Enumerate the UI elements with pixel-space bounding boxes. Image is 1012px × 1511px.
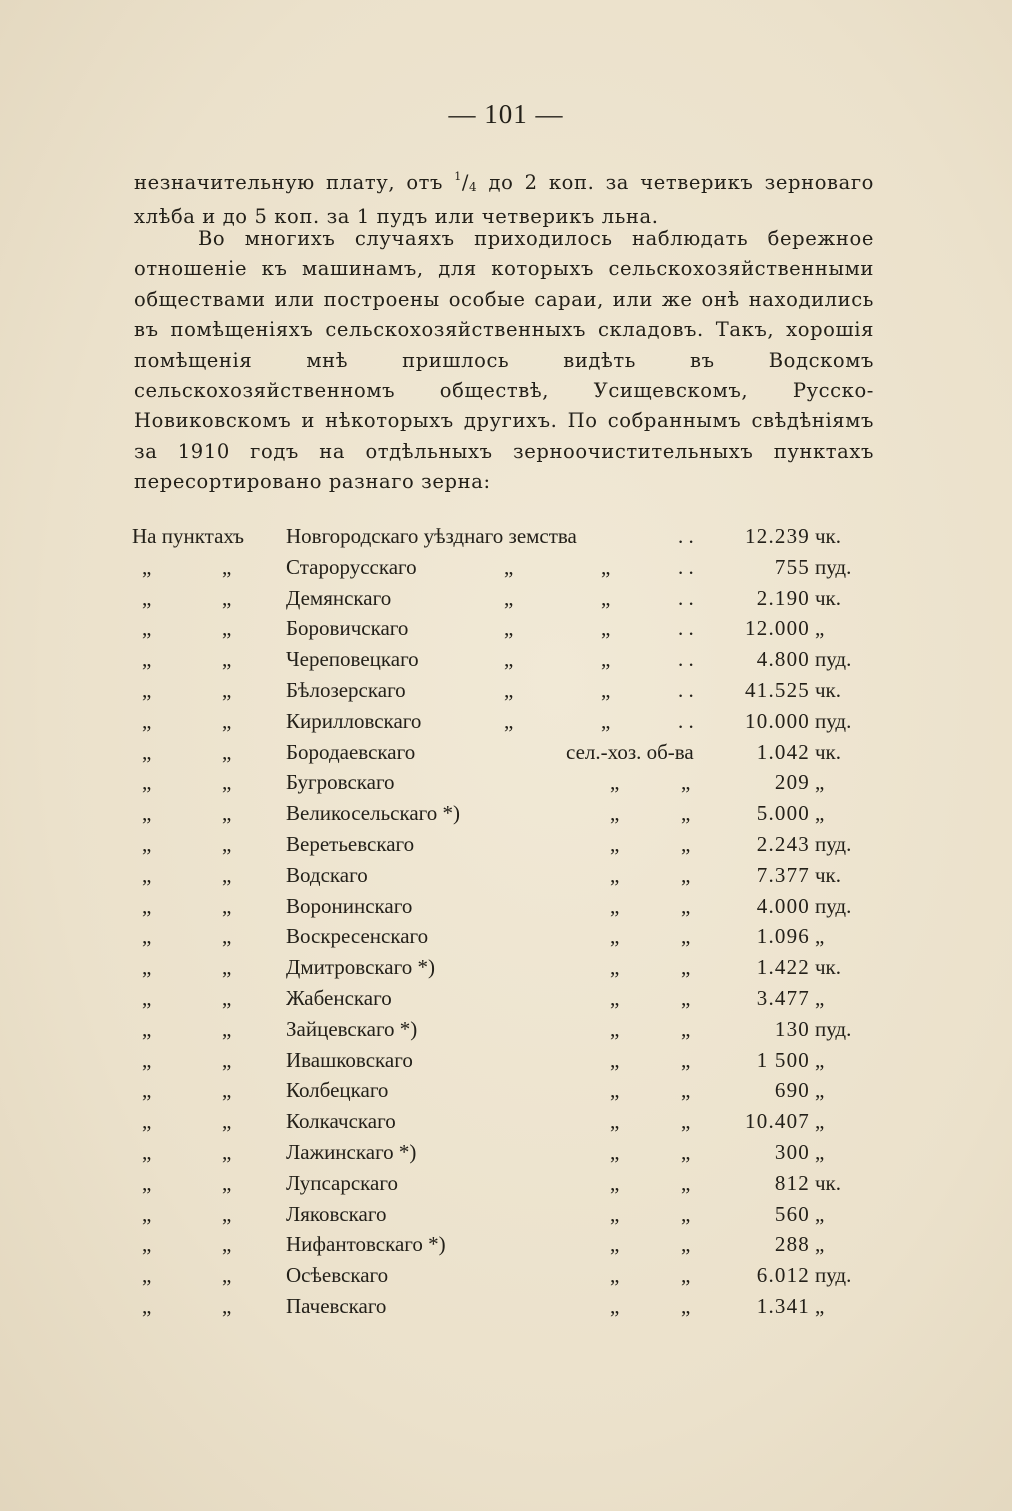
table-row: [0, 678, 1012, 709]
ditto-mark: „: [222, 1201, 232, 1226]
ditto-mark: „: [222, 677, 232, 702]
ditto-mark: „: [601, 554, 611, 579]
row-unit: „: [815, 1047, 825, 1072]
society-label: сел.-хоз. об-ва: [566, 739, 694, 764]
row-unit: „: [815, 1201, 825, 1226]
table-row: [0, 555, 1012, 586]
ditto-mark: „: [610, 1263, 620, 1288]
ditto-mark: „: [610, 831, 620, 856]
row-dots: . .: [678, 585, 694, 610]
row-value: 6.012: [756, 1263, 810, 1288]
row-unit: „: [815, 1078, 825, 1103]
ditto-mark: „: [142, 801, 152, 826]
ditto-mark: „: [222, 585, 232, 610]
ditto-mark: „: [681, 1293, 691, 1318]
row-value: 12.239: [745, 524, 810, 548]
row-value: 2.243: [756, 831, 810, 856]
row-unit: пуд.: [815, 647, 852, 672]
ditto-mark: „: [222, 1078, 232, 1103]
ditto-mark: „: [222, 924, 232, 949]
row-name: Колбецкаго: [286, 1078, 389, 1103]
row-name: Ляковскаго: [286, 1201, 387, 1226]
row-value: 755: [774, 554, 810, 579]
ditto-mark: „: [142, 893, 152, 918]
row-value: 690: [774, 1078, 810, 1103]
ditto-mark: „: [610, 985, 620, 1010]
table-row: [0, 616, 1012, 647]
row-unit: чк.: [815, 677, 842, 702]
row-value: 41.525: [745, 677, 810, 702]
row-value: 1.042: [756, 739, 810, 764]
ditto-mark: „: [504, 677, 514, 702]
ditto-mark: „: [681, 862, 691, 887]
row-value: 4.800: [756, 647, 810, 672]
row-name: Осѣевскаго: [286, 1263, 389, 1288]
ditto-mark: „: [222, 708, 232, 733]
ditto-mark: „: [610, 1016, 620, 1041]
ditto-mark: „: [222, 831, 232, 856]
ditto-mark: „: [142, 1078, 152, 1103]
ditto-mark: „: [504, 554, 514, 579]
ditto-mark: „: [222, 893, 232, 918]
row-name: Воронинскаго: [286, 893, 413, 918]
ditto-mark: „: [601, 677, 611, 702]
ditto-mark: „: [610, 770, 620, 795]
ditto-mark: „: [610, 1201, 620, 1226]
ditto-mark: „: [681, 1170, 691, 1195]
row-name: Водскаго: [286, 862, 368, 887]
row-name: Бугровскаго: [286, 770, 395, 795]
table-row: [0, 1232, 1012, 1263]
row-value: 209: [774, 770, 810, 795]
ditto-mark: „: [222, 739, 232, 764]
ditto-mark: „: [610, 1293, 620, 1318]
row-dots: . .: [678, 524, 694, 548]
ditto-mark: „: [142, 708, 152, 733]
ditto-mark: „: [681, 955, 691, 980]
ditto-mark: „: [222, 770, 232, 795]
table-row: [0, 832, 1012, 863]
ditto-mark: „: [222, 955, 232, 980]
row-unit: пуд.: [815, 1016, 852, 1041]
row-name: Боровичскаго: [286, 616, 409, 641]
row-unit: пуд.: [815, 831, 852, 856]
table-row: [0, 894, 1012, 925]
table-row: [0, 524, 1012, 555]
table-row: [0, 1017, 1012, 1048]
row-name: Колкачскаго: [286, 1109, 396, 1134]
table-row: [0, 1294, 1012, 1325]
ditto-mark: „: [222, 1293, 232, 1318]
ditto-mark: „: [142, 1016, 152, 1041]
ditto-mark: „: [222, 616, 232, 641]
row-value: 288: [774, 1232, 810, 1257]
ditto-mark: „: [681, 985, 691, 1010]
table-row: [0, 1109, 1012, 1140]
ditto-mark: „: [222, 1170, 232, 1195]
fraction-numerator: 1: [454, 170, 462, 183]
row-name: Череповецкаго: [286, 647, 419, 672]
row-value: 10.407: [745, 1109, 810, 1134]
ditto-mark: „: [610, 893, 620, 918]
row-value: 7.377: [756, 862, 810, 887]
row-name: Лупсарскаго: [286, 1170, 398, 1195]
row-value: 12.000: [745, 616, 810, 641]
ditto-mark: „: [610, 801, 620, 826]
row-value: 4.000: [756, 893, 810, 918]
ditto-mark: „: [610, 1047, 620, 1072]
row-value: 3.477: [756, 985, 810, 1010]
ditto-mark: „: [610, 1109, 620, 1134]
row-lead: На пунктахъ: [132, 524, 244, 548]
row-unit: пуд.: [815, 708, 852, 733]
row-unit: „: [815, 985, 825, 1010]
ditto-mark: „: [681, 1263, 691, 1288]
row-name: Воскресенскаго: [286, 924, 429, 949]
row-name: Новгородскаго уѣзднаго земства: [286, 524, 577, 548]
table-row: [0, 955, 1012, 986]
ditto-mark: „: [681, 801, 691, 826]
row-name: Зайцевскаго *): [286, 1016, 418, 1041]
table-row: [0, 863, 1012, 894]
table-row: [0, 1263, 1012, 1294]
ditto-mark: „: [142, 1263, 152, 1288]
row-name: Великосельскаго *): [286, 801, 461, 826]
row-name: Лажинскаго *): [286, 1139, 417, 1164]
ditto-mark: „: [222, 801, 232, 826]
row-name: Демянскаго: [286, 585, 392, 610]
row-name: Веретьевскаго: [286, 831, 415, 856]
ditto-mark: „: [142, 585, 152, 610]
ditto-mark: „: [142, 1170, 152, 1195]
row-name: Старорусскаго: [286, 554, 417, 579]
ditto-mark: „: [142, 924, 152, 949]
row-name: Кирилловскаго: [286, 708, 422, 733]
page-number: — 101 —: [448, 99, 564, 129]
row-value: 2.190: [756, 585, 810, 610]
ditto-mark: „: [504, 708, 514, 733]
row-value: 10.000: [745, 708, 810, 733]
ditto-mark: „: [142, 1232, 152, 1257]
ditto-mark: „: [504, 585, 514, 610]
ditto-mark: „: [222, 554, 232, 579]
ditto-mark: „: [142, 862, 152, 887]
row-unit: пуд.: [815, 893, 852, 918]
ditto-mark: „: [504, 616, 514, 641]
ditto-mark: „: [681, 1047, 691, 1072]
ditto-mark: „: [681, 893, 691, 918]
row-unit: „: [815, 1232, 825, 1257]
row-unit: чк.: [815, 585, 842, 610]
ditto-mark: „: [142, 831, 152, 856]
table-row: [0, 1078, 1012, 1109]
row-value: 1.096: [756, 924, 810, 949]
row-value: 300: [774, 1139, 810, 1164]
table-row: [0, 986, 1012, 1017]
ditto-mark: „: [610, 1139, 620, 1164]
row-dots: . .: [678, 708, 694, 733]
ditto-mark: „: [142, 677, 152, 702]
row-unit: чк.: [815, 1170, 842, 1195]
row-name: Дмитровскаго *): [286, 955, 435, 980]
ditto-mark: „: [142, 647, 152, 672]
row-unit: чк.: [815, 955, 842, 980]
ditto-mark: „: [142, 1201, 152, 1226]
ditto-mark: „: [681, 1109, 691, 1134]
table-row: [0, 1171, 1012, 1202]
row-name: Ивашковскаго: [286, 1047, 413, 1072]
ditto-mark: „: [681, 1016, 691, 1041]
row-value: 1 500: [756, 1047, 810, 1072]
row-unit: „: [815, 924, 825, 949]
ditto-mark: „: [142, 985, 152, 1010]
ditto-mark: „: [610, 1170, 620, 1195]
row-dots: . .: [678, 616, 694, 641]
row-name: Пачевскаго: [286, 1293, 387, 1318]
row-unit: чк.: [815, 739, 842, 764]
paragraph-1-text-after: до 2 коп. за четверикъ зерноваго хлѣба и до 5 коп. за 1 пудъ или четверикъ льна.: [134, 171, 874, 229]
ditto-mark: „: [610, 1232, 620, 1257]
ditto-mark: „: [142, 554, 152, 579]
row-dots: . .: [678, 554, 694, 579]
ditto-mark: „: [222, 1139, 232, 1164]
fraction-denominator: 4: [469, 180, 478, 194]
row-value: 560: [774, 1201, 810, 1226]
row-value: 130: [774, 1016, 810, 1041]
ditto-mark: „: [610, 862, 620, 887]
row-name: Нифантовскаго *): [286, 1232, 446, 1257]
ditto-mark: „: [222, 647, 232, 672]
table-row: [0, 709, 1012, 740]
ditto-mark: „: [681, 1078, 691, 1103]
table-row: [0, 1048, 1012, 1079]
ditto-mark: „: [681, 831, 691, 856]
row-dots: . .: [678, 647, 694, 672]
table-row: [0, 801, 1012, 832]
ditto-mark: „: [222, 1047, 232, 1072]
table-row: [0, 924, 1012, 955]
row-unit: „: [815, 770, 825, 795]
ditto-mark: „: [142, 770, 152, 795]
ditto-mark: „: [142, 1109, 152, 1134]
ditto-mark: „: [504, 647, 514, 672]
ditto-mark: „: [601, 616, 611, 641]
data-table: [0, 524, 1012, 1325]
ditto-mark: „: [142, 1293, 152, 1318]
row-unit: „: [815, 616, 825, 641]
ditto-mark: „: [681, 1201, 691, 1226]
table-row: [0, 586, 1012, 617]
row-name: Жабенскаго: [286, 985, 392, 1010]
ditto-mark: „: [222, 985, 232, 1010]
ditto-mark: „: [681, 770, 691, 795]
row-unit: „: [815, 1139, 825, 1164]
row-dots: . .: [678, 677, 694, 702]
ditto-mark: „: [601, 585, 611, 610]
ditto-mark: „: [681, 1139, 691, 1164]
row-unit: пуд.: [815, 554, 852, 579]
ditto-mark: „: [610, 955, 620, 980]
table-row: [0, 647, 1012, 678]
table-row: [0, 740, 1012, 771]
ditto-mark: „: [142, 955, 152, 980]
paragraph-1: незначительную плату, отъ $^1$/4 до 2 коп. за четверикъ зерноваго хлѣба и до 5 коп. за 1 пудъ или четверикъ льна.: [134, 170, 874, 229]
row-value: 812: [774, 1170, 810, 1195]
table-row: [0, 1202, 1012, 1233]
ditto-mark: „: [142, 1139, 152, 1164]
row-unit: чк.: [815, 524, 842, 548]
ditto-mark: „: [681, 1232, 691, 1257]
ditto-mark: „: [681, 924, 691, 949]
row-value: 5.000: [756, 801, 810, 826]
ditto-mark: „: [610, 1078, 620, 1103]
row-unit: „: [815, 1109, 825, 1134]
row-unit: чк.: [815, 862, 842, 887]
ditto-mark: „: [222, 862, 232, 887]
ditto-mark: „: [142, 616, 152, 641]
ditto-mark: „: [610, 924, 620, 949]
ditto-mark: „: [222, 1109, 232, 1134]
ditto-mark: „: [222, 1263, 232, 1288]
ditto-mark: „: [142, 1047, 152, 1072]
ditto-mark: „: [222, 1232, 232, 1257]
row-name: Бородаевскаго: [286, 739, 416, 764]
row-unit: „: [815, 1293, 825, 1318]
row-value: 1.422: [756, 955, 810, 980]
ditto-mark: „: [142, 739, 152, 764]
table-row: [0, 1140, 1012, 1171]
ditto-mark: „: [601, 647, 611, 672]
ditto-mark: „: [222, 1016, 232, 1041]
row-name: Бѣлозерскаго: [286, 677, 406, 702]
row-unit: пуд.: [815, 1263, 852, 1288]
paragraph-1-text-before: незначительную плату, отъ: [134, 171, 455, 194]
row-value: 1.341: [756, 1293, 810, 1318]
row-unit: „: [815, 801, 825, 826]
ditto-mark: „: [601, 708, 611, 733]
table-row: [0, 770, 1012, 801]
paragraph-2: Во многихъ случаяхъ приходилось наблюдать бережное отношеніе къ машинамъ, для которыхъ сельскохозяйственными обществами или построены особые сараи, или же онѣ находились въ помѣщеніяхъ сельскохозяйственныхъ складовъ. Такъ, хорошія помѣщенія мнѣ пришлось видѣть въ Водскомъ сельскохозяйственномъ обществѣ, Усищевскомъ, Русско-Новиковскомъ и нѣкоторыхъ другихъ. По собраннымъ свѣдѣніямъ за 1910 годъ на отдѣльныхъ зерноочистительныхъ пунктахъ пересортировано разнаго зерна:: [134, 227, 874, 494]
